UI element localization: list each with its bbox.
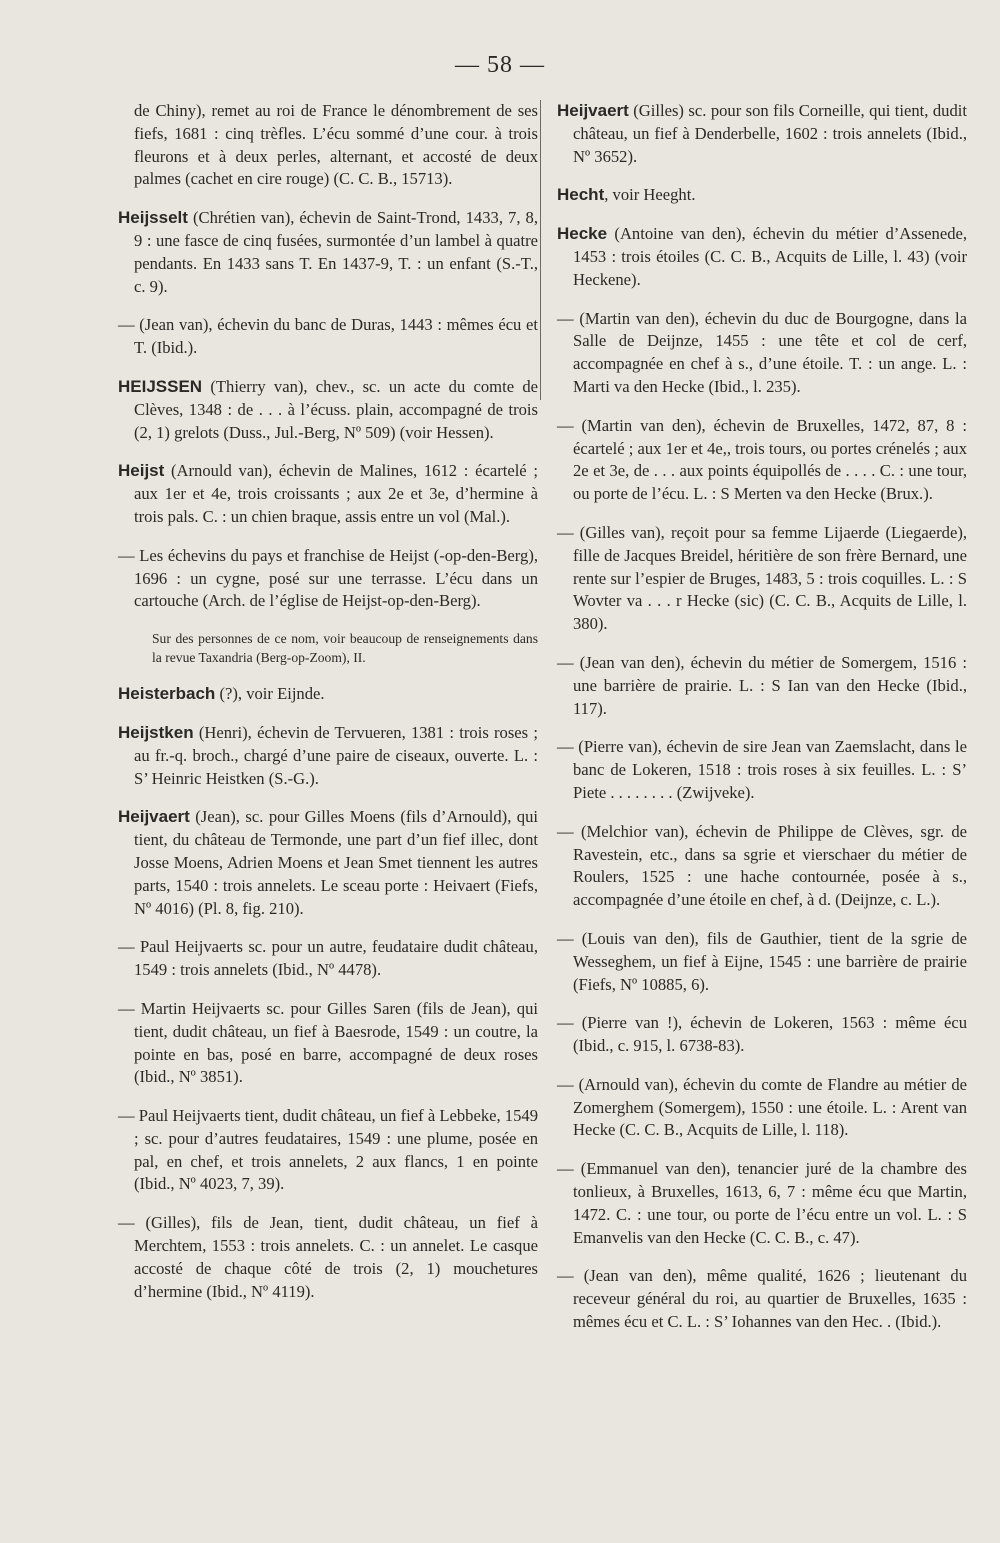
dictionary-entry [557, 821, 967, 912]
dictionary-entry [557, 100, 967, 168]
dictionary-entry [557, 522, 967, 636]
entry-text: — Les échevins du pays et franchise de Heijst (-op-den-Berg), 1696 : un cygne, posé sur une terrasse. L’écu dans un cartouche (Arch. de l’église de Heijst-op-den-Berg). [118, 545, 538, 611]
entry-text: — (Jean van den), même qualité, 1626 ; lieutenant du receveur général du roi, au quartier de Bruxelles, 1635 : mêmes écu et C. L. : S’ Iohannes van den Hec. . (Ibid.). [557, 1266, 967, 1332]
entry-text: — (Martin van den), échevin du duc de Bourgogne, dans la Salle de Deijnze, 1455 : une tête et col de cerf, accompagnée en chef à s., d’une étoile. T. : un ange. L. : Marti va den Hecke (Ibid., l. 235). [557, 308, 967, 396]
entry-text: Sur des personnes de ce nom, voir beaucoup de renseignements dans la revue Taxandria (Berg-op-Zoom), II. [152, 631, 538, 666]
dictionary-entry [118, 1212, 538, 1303]
dictionary-entry [557, 1265, 967, 1333]
dictionary-entry [118, 100, 538, 191]
dictionary-entry [557, 1158, 967, 1249]
dictionary-entry [118, 376, 538, 444]
footnote [118, 629, 538, 667]
dictionary-entry [557, 1012, 967, 1058]
entry-text: (Chrétien van), échevin de Saint-Trond, 1433, 7, 8, 9 : une fasce de cinq fusées, surmontée d’un lambel à quatre pendants. En 1433 sans T. En 1437-9, T. : un enfant (S.-T., c. 9). [134, 208, 538, 296]
entry-text: (Arnould van), échevin de Malines, 1612 : écartelé ; aux 1er et 4e, trois croissants ; aux 2e et 3e, d’hermine à trois pals. C. : un chien braque, assis entre un vol (Mal.). [134, 461, 538, 526]
dictionary-entry [118, 683, 538, 706]
dictionary-entry [118, 998, 538, 1089]
entry-headword: HEIJSSEN [118, 376, 203, 396]
entry-text: — Martin Heijvaerts sc. pour Gilles Saren (fils de Jean), qui tient, dudit château, un fief à Baesrode, 1549 : un coutre, la pointe en bas, posé en barre, accompagné de deux roses (Ibid., Nº 3851). [118, 998, 538, 1087]
dictionary-entry [557, 652, 967, 720]
entry-text: — (Pierre van), échevin de sire Jean van Zaemslacht, dans le banc de Lokeren, 1518 : trois roses à six feuilles. L. : S’ Piete . . . . . . . . (Zwijveke). [557, 737, 967, 802]
entry-text: — (Arnould van), échevin du comte de Flandre au métier de Zomerghem (Somergem), 1550 : une étoile. L. : Arent van Hecke (C. C. B., Acquits de Lille, l. 118). [557, 1074, 967, 1140]
entry-text: — (Pierre van !), échevin de Lokeren, 1563 : même écu (Ibid., c. 915, l. 6738-83). [557, 1013, 967, 1056]
entry-headword: Heijsselt [118, 208, 188, 228]
entry-text: , voir Heeght. [604, 185, 696, 205]
dictionary-entry [557, 415, 967, 506]
dictionary-entry [557, 736, 967, 804]
entry-text: (Thierry van), chev., sc. un acte du comte de Clèves, 1348 : de . . . à l’écuss. plain, accompagné de trois (2, 1) grelots (Duss., Jul.-Berg, Nº 509) (voir Hessen). [134, 376, 538, 442]
entry-text: (Jean), sc. pour Gilles Moens (fils d’Arnould), qui tient, du château de Termonde, une part d’un fief illec, dont Josse Moens, Adrien Moens et Jean Smet tiennent les autres parts, 1540 : trois annelets. Le sceau porte : Heivaert (Fiefs, Nº 4016) (Pl. 8, fig. 210). [134, 807, 538, 918]
dictionary-entry [557, 223, 967, 291]
entry-headword: Heijvaert [557, 101, 629, 120]
dictionary-entry [557, 184, 967, 207]
dictionary-entry [118, 545, 538, 613]
entry-text: — (Gilles van), reçoit pour sa femme Lijaerde (Liegaerde), fille de Jacques Breidel, héritière de son frère Bernard, une rente sur l’espier de Bruges, 1483, 5 : trois coquilles. L. : S Wovter va . . . r Hecke (sic) (C. C. B., Acquits de Lille, l. 380). [557, 522, 967, 634]
dictionary-entry [118, 460, 538, 528]
dictionary-entry [118, 722, 538, 790]
dictionary-entry [118, 936, 538, 982]
entry-text: — (Louis van den), fils de Gauthier, tient de la sgrie de Wesseghem, un fief à Eijne, 1545 : une barrière de prairie (Fiefs, Nº 10885, 6). [557, 928, 967, 994]
dictionary-entry [557, 308, 967, 399]
entry-text: — (Jean van), échevin du banc de Duras, 1443 : mêmes écu et T. (Ibid.). [118, 315, 538, 358]
entry-text: (Gilles) sc. pour son fils Corneille, qui tient, dudit château, un fief à Denderbelle, 1602 : trois annelets (Ibid., Nº 3652). [573, 101, 967, 166]
entry-headword: Hecht [557, 185, 605, 205]
dictionary-entry [118, 207, 538, 298]
entry-headword: Hecke [557, 224, 608, 244]
left-column [118, 100, 538, 1319]
entry-text: — Paul Heijvaerts sc. pour un autre, feudataire dudit château, 1549 : trois annelets (Ibid., Nº 4478). [118, 937, 538, 980]
entry-text: de Chiny), remet au roi de France le dénombrement de ses fiefs, 1681 : cinq trèfles. L’écu sommé d’une cour. à trois fleurons et à deux perles, alternant, et accosté de deux palmes (cachet en cire rouge) (C. C. B., 15713). [134, 101, 538, 189]
entry-text: — (Emmanuel van den), tenancier juré de la chambre des tonlieux, à Bruxelles, 1613, 6, 7 : même écu que Martin, 1472. C. : une tour, ou porte de l’écu entre un vol. L. : S Emanvelis van den Hecke (C. C. B., c. 47). [557, 1159, 967, 1247]
right-column [557, 100, 967, 1350]
entry-text: — (Jean van den), échevin du métier de Somergem, 1516 : une barrière de prairie. L. : S Ian van den Hecke (Ibid., 117). [557, 652, 967, 718]
dictionary-entry [118, 1105, 538, 1196]
column-divider [540, 100, 541, 400]
entry-text: (?), voir Eijnde. [215, 684, 325, 704]
entry-text: (Antoine van den), échevin du métier d’Assenede, 1453 : trois étoiles (C. C. B., Acquits de Lille, l. 43) (voir Heckene). [573, 224, 967, 289]
entry-headword: Heijvaert [118, 807, 190, 827]
dictionary-entry [557, 928, 967, 996]
entry-text: — Paul Heijvaerts tient, dudit château, un fief à Lebbeke, 1549 ; sc. pour d’autres feudataires, 1549 : une plume, posée en pal, en chef, et trois annelets, 2 aux flancs, 1 en pointe (Ibid., Nº 4023, 7, 39). [118, 1106, 538, 1194]
entry-text: (Henri), échevin de Tervueren, 1381 : trois roses ; au fr.-q. broch., chargé d’une paire de ciseaux, ouverte. L. : S’ Heinric Heistken (S.-G.). [134, 722, 538, 788]
entry-headword: Heijst [118, 461, 165, 481]
dictionary-entry [118, 314, 538, 360]
page-number: — 58 — [455, 52, 545, 78]
entry-headword: Heijstken [118, 722, 194, 742]
dictionary-entry [118, 806, 538, 920]
entry-text: — (Gilles), fils de Jean, tient, dudit château, un fief à Merchtem, 1553 : trois annelets. C. : un annelet. Le casque accosté de chaque côté de trois (2, 1) mouchetures d’hermine (Ibid., Nº 4119). [118, 1213, 538, 1301]
entry-headword: Heisterbach [118, 684, 216, 704]
dictionary-entry [557, 1074, 967, 1142]
entry-text: — (Melchior van), échevin de Philippe de Clèves, sgr. de Ravestein, etc., dans sa sgrie et vierschaer du métier de Roulers, 1525 : une hache contournée, posée à s., accompagnée d’une étoile en chef, à d. (Deijnze, c. L.). [557, 821, 967, 910]
entry-text: — (Martin van den), échevin de Bruxelles, 1472, 87, 8 : écartelé ; aux 1er et 4e,, trois tours, ou portes crénelés ; aux 2e et 3e, de . . . aux points équipollés de . . . . C. : une tour, ou porte de l’écu. L. : S Merten va den Hecke (Brux.). [557, 415, 967, 504]
